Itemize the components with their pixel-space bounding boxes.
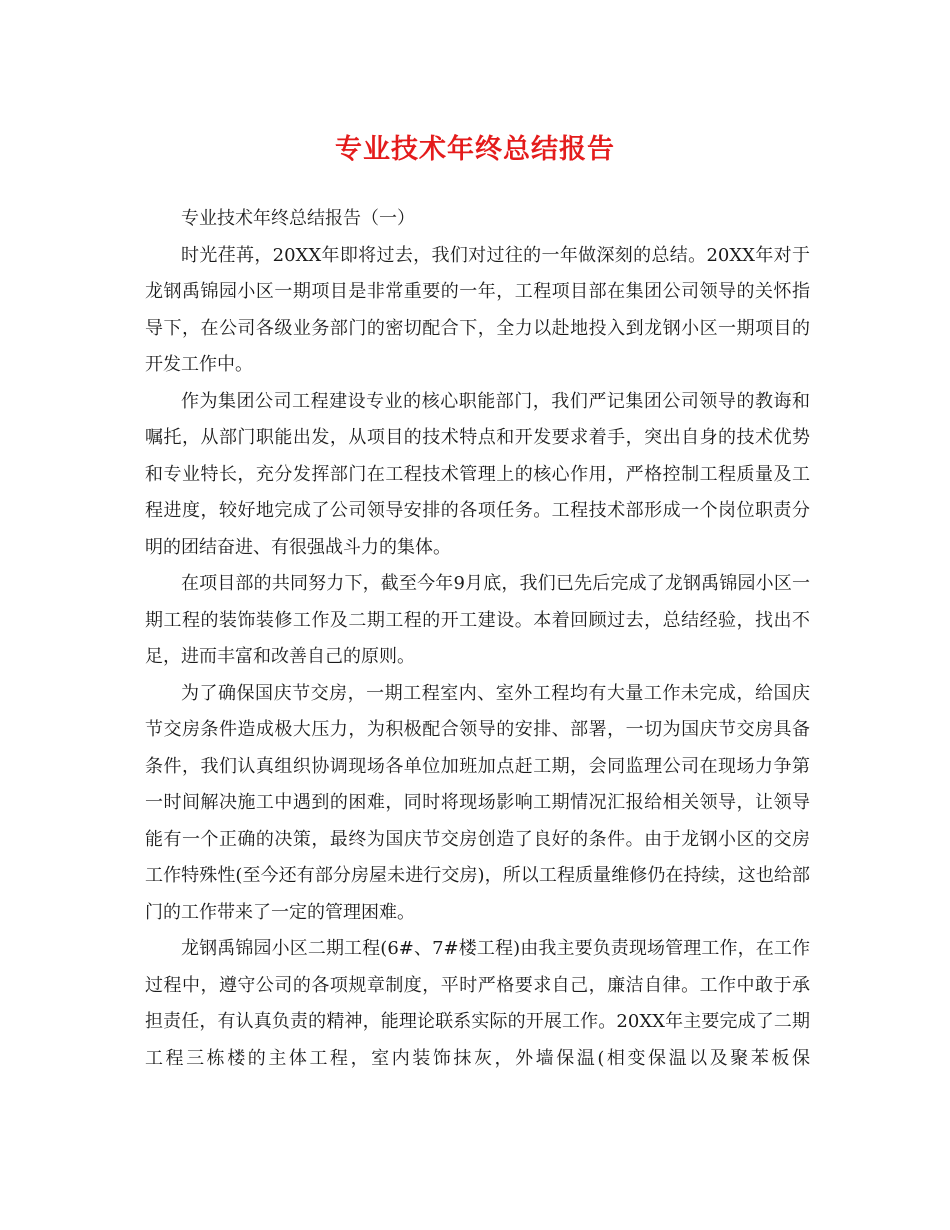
paragraph: 作为集团公司工程建设专业的核心职能部门，我们严记集团公司领导的教诲和嘱托，从部门职能出发，从项目的技术特点和开发要求着手，突出自身的技术优势和专业特长，充分发挥部门在工程技术管理上的核心作用，严格控制工程质量及工程进度，较好地完成了公司领导安排的各项任务。工程技术部形成一个岗位职责分明的团结奋进、有很强战斗力的集体。 bbox=[145, 390, 810, 558]
section-heading: 专业技术年终总结报告（一） bbox=[181, 208, 415, 229]
paragraph: 为了确保国庆节交房，一期工程室内、室外工程均有大量工作未完成，给国庆节交房条件造成极大压力，为积极配合领导的安排、部署，一切为国庆节交房具备条件，我们认真组织协调现场各单位加班加点赶工期，会同监理公司在现场力争第一时间解决施工中遇到的困难，同时将现场影响工期情况汇报给相关领导，让领导能有一个正确的决策，最终为国庆节交房创造了良好的条件。由于龙钢小区的交房工作特殊性(至今还有部分房屋未进行交房)，所以工程质量维修仍在持续，这也给部门的工作带来了一定的管理困难。 bbox=[145, 682, 810, 923]
paragraph: 时光荏苒，20XX年即将过去，我们对过往的一年做深刻的总结。20XX年对于龙钢禹锦园小区一期项目是非常重要的一年，工程项目部在集团公司领导的关怀指导下，在公司各级业务部门的密切配合下，全力以赴地投入到龙钢小区一期项目的开发工作中。 bbox=[145, 244, 810, 375]
paragraph: 龙钢禹锦园小区二期工程(6#、7#楼工程)由我主要负责现场管理工作，在工作过程中，遵守公司的各项规章制度，平时严格要求自己，廉洁自律。工作中敢于承担责任，有认真负责的精神，能理论联系实际的开展工作。20XX年主要完成了二期工程三栋楼的主体工程，室内装饰抹灰，外墙保温(相变保温以及聚苯板保 bbox=[145, 938, 810, 1069]
document-title: 专业技术年终总结报告 bbox=[335, 134, 615, 165]
document-body bbox=[145, 201, 810, 1077]
paragraph: 在项目部的共同努力下，截至今年9月底，我们已先后完成了龙钢禹锦园小区一期工程的装饰装修工作及二期工程的开工建设。本着回顾过去，总结经验，找出不足，进而丰富和改善自己的原则。 bbox=[145, 573, 810, 667]
